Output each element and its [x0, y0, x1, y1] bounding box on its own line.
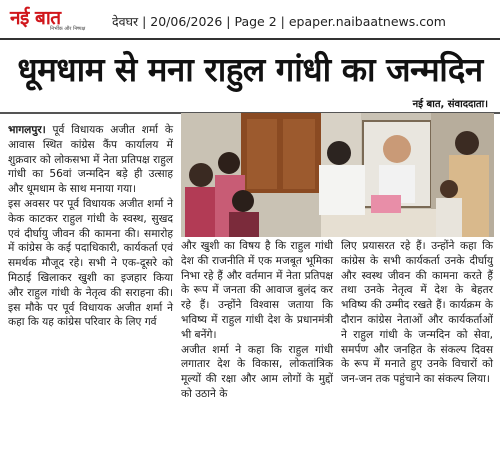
edition-name: देवघर: [112, 14, 139, 29]
separator: |: [280, 14, 289, 29]
paragraph-text: पूर्व विधायक अजीत शर्मा के आवास स्थित कांग्रेस कैंप कार्यालय में शुक्रवार को लोकसभा में नेता प्रतिपक्ष राहुल गांधी का 56वां जन्मदिन बड़े ही उत्साह और धूमधाम के साथ मनाया गया।: [8, 124, 173, 196]
article-byline: नई बात, संवाददाता।: [412, 99, 488, 110]
page-number: Page 2: [234, 14, 277, 29]
edition-info: [112, 13, 446, 30]
separator: |: [142, 14, 151, 29]
celebration-photo-illustration: [181, 113, 494, 237]
paragraph: अजीत शर्मा ने कहा कि राहुल गांधी लगातार देश के विकास, लोकतांत्रिक मूल्यों की रक्षा और आम लोगों के मुद्दों को उठाने के: [181, 343, 333, 400]
newspaper-logo[interactable]: [10, 4, 92, 34]
article-column-3: [341, 239, 493, 387]
epaper-link[interactable]: epaper.naibaatnews.com: [288, 14, 446, 29]
paragraph: और खुशी का विषय है कि राहुल गांधी देश की राजनीति में एक मजबूत भूमिका निभा रहे हैं और वर्तमान में नेता प्रतिपक्ष के रूप में जनता की आवाज बुलंद कर रहे हैं। उन्होंने विश्वास जताया कि भविष्य में राहुल गांधी देश के प्रधानमंत्री भी बनेंगे।: [181, 240, 333, 341]
logo-tagline: निर्भीक और निष्पक्ष: [50, 26, 86, 32]
news-photo: [181, 113, 494, 237]
paragraph: लिए प्रयासरत रहे हैं। उन्होंने कहा कि कांग्रेस के सभी कार्यकर्ता उनके दीर्घायु और स्वस्थ जीवन की कामना करते हैं तथा उनके नेतृत्व में देश के बेहतर भविष्य की उम्मीद रखते हैं। कार्यक्रम के दौरान कांग्रेस नेताओं और कार्यकर्ताओं ने राहुल गांधी के जन्मदिन को सेवा, समर्पण और जनहित के संकल्प दिवस के रूप में मनाते हुए उनके विचारों को जन-जन तक पहुंचाने का संकल्प लिया।: [341, 240, 493, 386]
dateline: भागलपुर।: [8, 124, 46, 136]
edition-date: 20/06/2026: [150, 14, 223, 29]
logo-text: नई बात: [10, 7, 61, 29]
article-column-1: [8, 123, 173, 330]
article-column-2: [181, 239, 333, 402]
separator: |: [226, 14, 235, 29]
paragraph: इस अवसर पर पूर्व विधायक अजीत शर्मा ने केक काटकर राहुल गांधी के स्वस्थ, सुखद एवं दीर्घायु जीवन की कामना की। समारोह में कांग्रेस के कई पदाधिकारी, कार्यकर्ता एवं समर्थक मौजूद रहे। सभी ने एक-दूसरे को मिठाई खिलाकर खुशी का इजहार किया और राहुल गांधी के नेतृत्व की सराहना की। इस मौके पर पूर्व विधायक अजीत शर्मा ने कहा कि यह कांग्रेस परिवार के लिए गर्व: [8, 197, 173, 329]
paragraph: [8, 123, 173, 197]
masthead: [0, 0, 500, 40]
article-headline: धूमधाम से मना राहुल गांधी का जन्मदिन: [17, 50, 483, 89]
